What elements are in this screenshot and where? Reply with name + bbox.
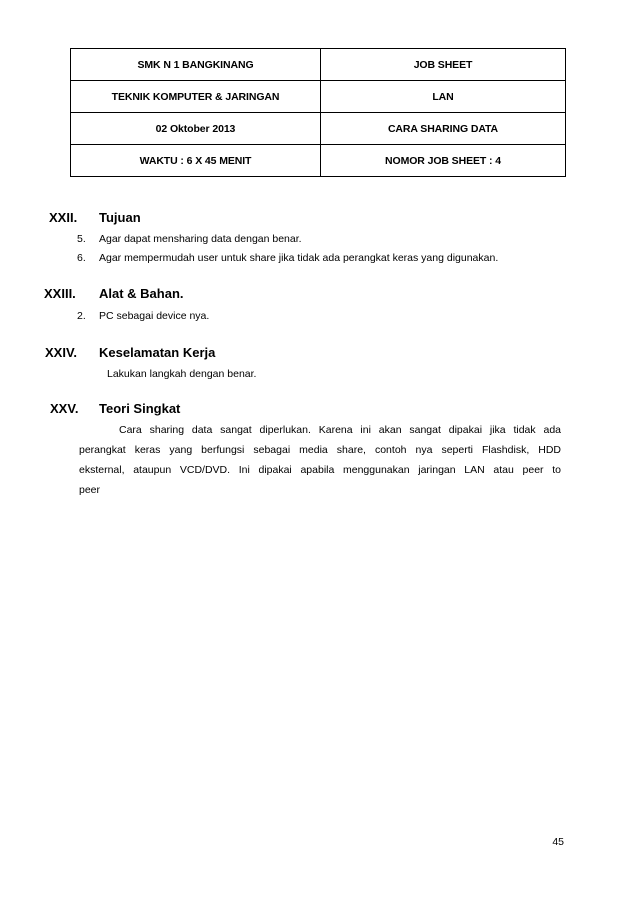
section-text: Lakukan langkah dengan benar.: [107, 368, 257, 380]
section-number-keselamatan-kerja: XXIV.: [45, 345, 78, 360]
section-number-alat-bahan: XXIII.: [44, 286, 76, 301]
header-row: [71, 81, 566, 113]
school-name-cell: SMK N 1 BANGKINANG: [71, 49, 321, 81]
section-number-tujuan: XXII.: [49, 210, 78, 225]
list-item-text: Agar mempermudah user untuk share jika tidak ada perangkat keras yang digunakan.: [99, 252, 499, 264]
section-title-alat-bahan: Alat & Bahan.: [99, 286, 184, 301]
section-number-teori-singkat: XXV.: [50, 401, 79, 416]
sheet-type-cell: JOB SHEET: [321, 49, 566, 81]
header-row: [71, 145, 566, 177]
subject-cell: LAN: [321, 81, 566, 113]
paragraph-line: Cara sharing data sangat diperlukan. Karena ini akan sangat dipakai jika tidak ada: [119, 424, 561, 436]
list-item-number: 6.: [77, 252, 86, 264]
list-item-number: 5.: [77, 233, 86, 245]
list-item-number: 2.: [77, 310, 86, 322]
paragraph-line: peer: [79, 484, 101, 496]
section-title-tujuan: Tujuan: [99, 210, 141, 225]
paragraph-line: perangkat keras yang berfungsi sebagai media share, contoh nya seperti Flashdisk, HDD: [79, 444, 561, 456]
date-cell: 02 Oktober 2013: [71, 113, 321, 145]
job-sheet-header-table: [70, 48, 566, 177]
list-item-text: Agar dapat mensharing data dengan benar.: [99, 233, 302, 245]
topic-cell: CARA SHARING DATA: [321, 113, 566, 145]
job-sheet-number-cell: NOMOR JOB SHEET : 4: [321, 145, 566, 177]
section-title-teori-singkat: Teori Singkat: [99, 401, 181, 416]
section-title-keselamatan-kerja: Keselamatan Kerja: [99, 345, 216, 360]
page-number: 45: [552, 836, 564, 848]
paragraph-line: eksternal, ataupun VCD/DVD. Ini dipakai apabila menggunakan jaringan LAN atau peer to: [79, 464, 561, 476]
header-row: [71, 49, 566, 81]
department-cell: TEKNIK KOMPUTER & JARINGAN: [71, 81, 321, 113]
header-row: [71, 113, 566, 145]
list-item-text: PC sebagai device nya.: [99, 310, 210, 322]
duration-cell: WAKTU : 6 X 45 MENIT: [71, 145, 321, 177]
